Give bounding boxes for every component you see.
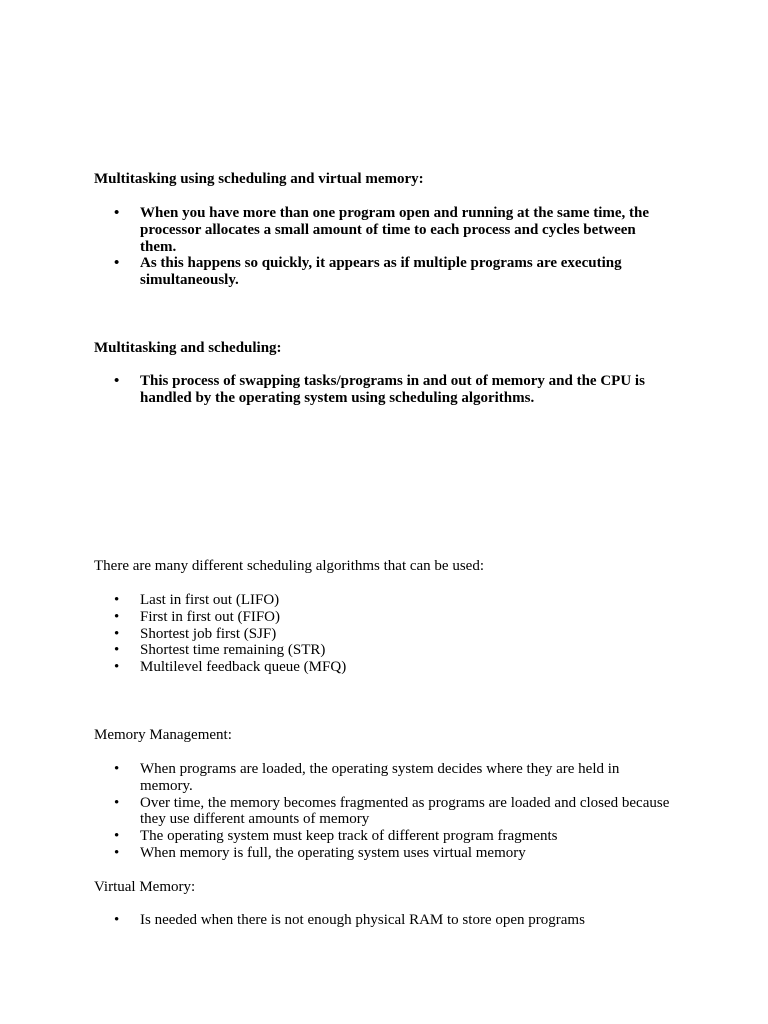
bullet-icon: •	[114, 205, 120, 221]
list-item-text: This process of swapping tasks/programs in and out of memory and the CPU is handled by the operating system using scheduling algorithms.	[140, 373, 645, 406]
bullet-list	[94, 912, 694, 929]
bullet-icon: •	[114, 642, 120, 659]
section-heading: Multitasking using scheduling and virtual memory:	[94, 171, 424, 187]
list-item	[94, 761, 694, 795]
list-item-text: Is needed when there is not enough physical RAM to store open programs	[140, 912, 585, 928]
bullet-icon: •	[114, 828, 120, 845]
section-heading: Multitasking and scheduling:	[94, 340, 282, 356]
list-item-text: Last in first out (LIFO)	[140, 592, 280, 608]
list-item-text: Over time, the memory becomes fragmented as programs are loaded and closed because they use different amounts of memory	[140, 794, 670, 828]
bullet-icon: •	[114, 794, 120, 811]
list-item-text: Multilevel feedback queue (MFQ)	[140, 659, 347, 676]
list-item-text: The operating system must keep track of different program fragments	[140, 828, 558, 845]
list-item-text: First in first out (FIFO)	[140, 608, 281, 625]
bullet-icon: •	[114, 373, 120, 389]
list-item-text: Shortest job first (SJF)	[140, 625, 277, 642]
section-algorithms	[94, 558, 694, 575]
list-item	[94, 255, 694, 289]
list-item-text: Shortest time remaining (STR)	[140, 642, 326, 659]
bullet-icon: •	[114, 592, 120, 608]
bullet-icon: •	[114, 761, 120, 777]
bullet-list	[94, 592, 694, 676]
section-multitasking-scheduling-list	[94, 373, 694, 407]
list-item	[94, 205, 694, 255]
bullet-icon: •	[114, 625, 120, 642]
bullet-list	[94, 205, 694, 289]
list-item-text: When memory is full, the operating system uses virtual memory	[140, 844, 526, 861]
list-item	[94, 642, 694, 659]
bullet-icon: •	[114, 912, 120, 928]
section-multitasking-virtual-list	[94, 205, 694, 289]
list-item-text: When programs are loaded, the operating system decides where they are held in memory.	[140, 761, 620, 794]
list-item	[94, 609, 694, 626]
bullet-icon: •	[114, 608, 120, 625]
section-memory-management	[94, 727, 694, 744]
section-memory-management-list	[94, 761, 694, 862]
section-virtual-memory	[94, 879, 694, 896]
section-algorithms-list	[94, 592, 694, 676]
section-heading: Memory Management:	[94, 727, 232, 743]
list-item	[94, 845, 694, 862]
bullet-icon: •	[114, 659, 120, 676]
section-multitasking-scheduling	[94, 340, 694, 357]
section-heading: There are many different scheduling algorithms that can be used:	[94, 558, 484, 574]
bullet-icon: •	[114, 255, 120, 272]
list-item	[94, 626, 694, 643]
list-item	[94, 912, 694, 929]
bullet-list	[94, 373, 694, 407]
bullet-icon: •	[114, 844, 120, 861]
list-item	[94, 795, 694, 829]
list-item	[94, 659, 694, 676]
bullet-list	[94, 761, 694, 862]
section-virtual-memory-list	[94, 912, 694, 929]
section-heading: Virtual Memory:	[94, 879, 196, 895]
list-item-text: When you have more than one program open and running at the same time, the processor allocates a small amount of time to each process and cycles between them.	[140, 205, 650, 255]
list-item	[94, 828, 694, 845]
list-item	[94, 373, 694, 407]
list-item	[94, 592, 694, 609]
section-multitasking-virtual	[94, 171, 694, 188]
list-item-text: As this happens so quickly, it appears as if multiple programs are executing simultaneously.	[140, 255, 622, 289]
